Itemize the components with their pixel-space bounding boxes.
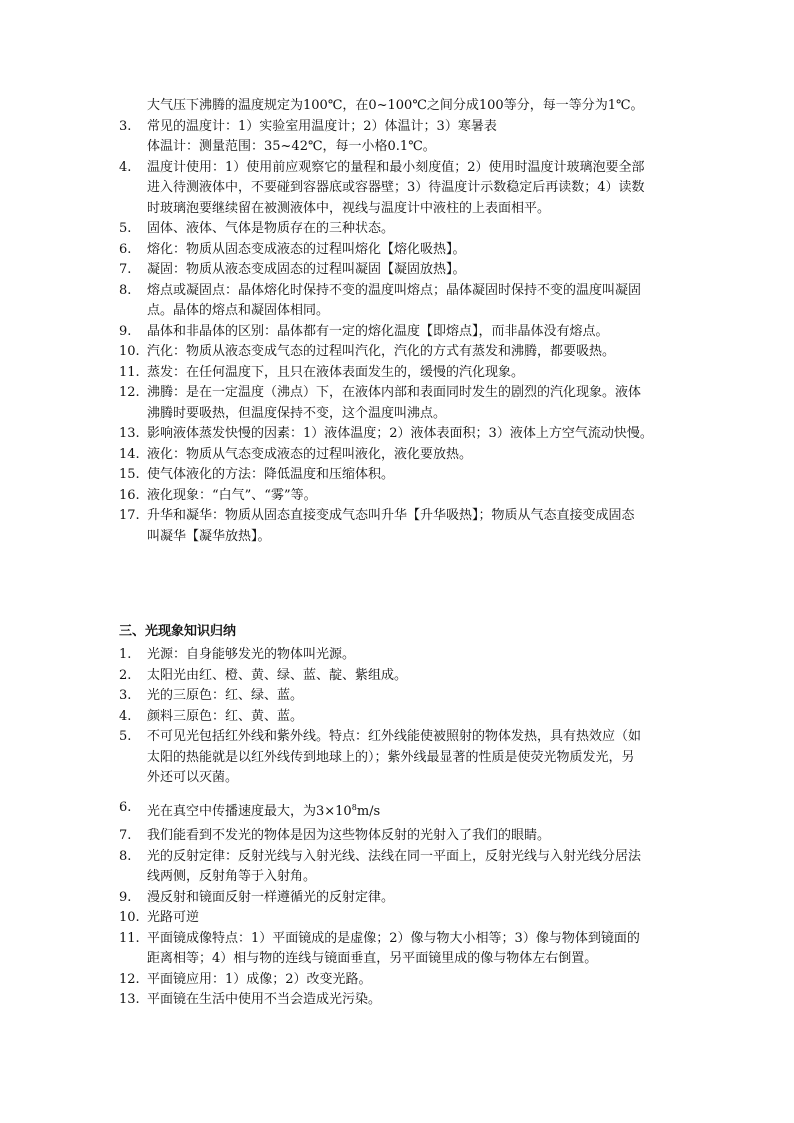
item-text-line: 影响液体蒸发快慢的因素：1）液体温度；2）液体表面积；3）液体上方空气流动快慢。 <box>147 426 653 441</box>
item-number: 7. <box>119 828 132 843</box>
item-text-line: 平面镜在生活中使用不当会造成光污染。 <box>147 992 382 1007</box>
item-number: 10. <box>119 344 140 359</box>
section-heading: 三、光现象知识归纳 <box>119 624 237 639</box>
item-text-line: 光路可逆 <box>147 910 200 925</box>
item-text-line: 汽化：物质从液态变成气态的过程叫汽化，汽化的方式有蒸发和沸腾，都要吸热。 <box>147 344 616 359</box>
item-text-line: 使气体液化的方法：降低温度和压缩体积。 <box>147 467 395 482</box>
item-number: 4. <box>119 708 132 724</box>
item-number: 14. <box>119 446 140 462</box>
item-text-line: 漫反射和镜面反射一样遵循光的反射定律。 <box>147 889 395 905</box>
item-text-line: 蒸发：在任何温度下，且只在液体表面发生的，缓慢的汽化现象。 <box>147 364 525 380</box>
exponent: 8 <box>351 802 357 812</box>
item-text-line: 常见的温度计：1）实验室用温度计；2）体温计；3）寒暑表 <box>147 118 497 134</box>
item-text-line: 温度计使用：1）使用前应观察它的量程和最小刻度值；2）使用时温度计玻璃泡要全部 <box>147 159 645 175</box>
item-number: 7. <box>119 262 132 277</box>
item-number: 11. <box>119 364 140 380</box>
item-number: 17. <box>119 508 140 523</box>
item-text-line: 升华和凝华：物质从固态直接变成气态叫升华【升华吸热】；物质从气态直接变成固态 <box>147 508 635 523</box>
item-number: 13. <box>119 992 140 1007</box>
item-number: 8. <box>119 848 132 864</box>
item-text-line: 距离相等；4）相与物的连线与镜面垂直，另平面镜里成的像与物体左右倒置。 <box>147 951 598 966</box>
item-number: 15. <box>119 467 140 482</box>
item-text-line: 太阳的热能就是以红外线传到地球上的）；紫外线最显著的性质是使荧光物质发光，另 <box>147 749 635 765</box>
item-number: 5. <box>119 729 132 744</box>
item-number: 5. <box>119 221 132 236</box>
item-text-line: 光在真空中传播速度最大，为$3\times 10^8m/s$ <box>147 802 381 819</box>
item-text-line: 熔化：物质从固态变成液态的过程叫熔化【熔化吸热】。 <box>147 241 466 257</box>
item-number: 9. <box>119 323 132 339</box>
item-number: 13. <box>119 426 140 441</box>
item-text-line: 点。晶体的熔点和凝固体相同。 <box>147 303 330 318</box>
unit-text: m/s <box>356 803 381 819</box>
item-number: 3. <box>119 688 132 703</box>
item-number: 9. <box>119 889 132 905</box>
item-text-line: 体温计：测量范围：35~42℃，每一小格0.1℃。 <box>147 139 436 154</box>
item-text-line: 平面镜成像特点：1）平面镜成的是虚像；2）像与物大小相等；3）像与物体到镜面的 <box>147 930 640 946</box>
item-number: 8. <box>119 282 132 298</box>
item-text-line: 液化：物质从气态变成液态的过程叫液化，液化要放热。 <box>147 446 473 462</box>
item-text-line: 平面镜应用：1）成像；2）改变光路。 <box>147 971 372 987</box>
item-number: 12. <box>119 971 140 987</box>
item-text-line: 光的反射定律：反射光线与入射光线、法线在同一平面上，反射光线与入射光线分居法 <box>147 848 642 864</box>
item-text-line: 叫凝华【凝华放热】。 <box>147 528 271 544</box>
item-text-line: 颜料三原色：红、黄、蓝。 <box>147 708 304 724</box>
item-text-line: 我们能看到不发光的物体是因为这些物体反射的光射入了我们的眼睛。 <box>147 828 551 843</box>
item-text-line: 凝固：物质从液态变成固态的过程叫凝固【凝固放热】。 <box>147 262 466 277</box>
item-text-line: 线两侧，反射角等于入射角。 <box>147 869 317 884</box>
item-text-line: 不可见光包括红外线和紫外线。特点：红外线能使被照射的物体发热，具有热效应（如 <box>147 729 642 744</box>
paragraph-line: 大气压下沸腾的温度规定为100℃，在0~100℃之间分成100等分，每一等分为1℃。 <box>147 98 644 113</box>
item-number: 10. <box>119 910 140 925</box>
item-text-line: 熔点或凝固点：晶体熔化时保持不变的温度叫熔点；晶体凝固时保持不变的温度叫凝固 <box>147 282 642 298</box>
item-text-line: 晶体和非晶体的区别：晶体都有一定的熔化温度【即熔点】，而非晶体没有熔点。 <box>147 323 609 339</box>
item-text-line: 太阳光由红、橙、黄、绿、蓝、靛、紫组成。 <box>147 667 408 683</box>
item-number: 16. <box>119 487 140 503</box>
item-number: 2. <box>119 667 132 683</box>
item-text-line: 沸腾时要吸热，但温度保持不变，这个温度叫沸点。 <box>147 405 447 421</box>
item-number: 1. <box>119 647 132 662</box>
item-text-line: 时玻璃泡要继续留在被测液体中，视线与温度计中液柱的上表面相平。 <box>147 200 551 216</box>
item-number: 12. <box>119 385 140 400</box>
item-number: 6. <box>119 799 132 815</box>
item-number: 3. <box>119 118 132 134</box>
item-text-line: 进入待测液体中，不要碰到容器底或容器壁；3）待温度计示数稳定后再读数；4）读数 <box>147 180 645 195</box>
item-text-line: 光的三原色：红、绿、蓝。 <box>147 688 304 703</box>
item-text-line: 光源：自身能够发光的物体叫光源。 <box>147 647 356 662</box>
item-text-line: 外还可以灭菌。 <box>147 770 239 785</box>
item-text-line: 固体、液体、气体是物质存在的三种状态。 <box>147 221 395 236</box>
item-number: 11. <box>119 930 140 946</box>
item-text-line: 液化现象：“白气”、“雾”等。 <box>147 487 317 503</box>
item-text-line: 沸腾：是在一定温度（沸点）下，在液体内部和表面同时发生的剧烈的汽化现象。液体 <box>147 385 642 400</box>
item-number: 4. <box>119 159 132 175</box>
item-number: 6. <box>119 241 132 257</box>
